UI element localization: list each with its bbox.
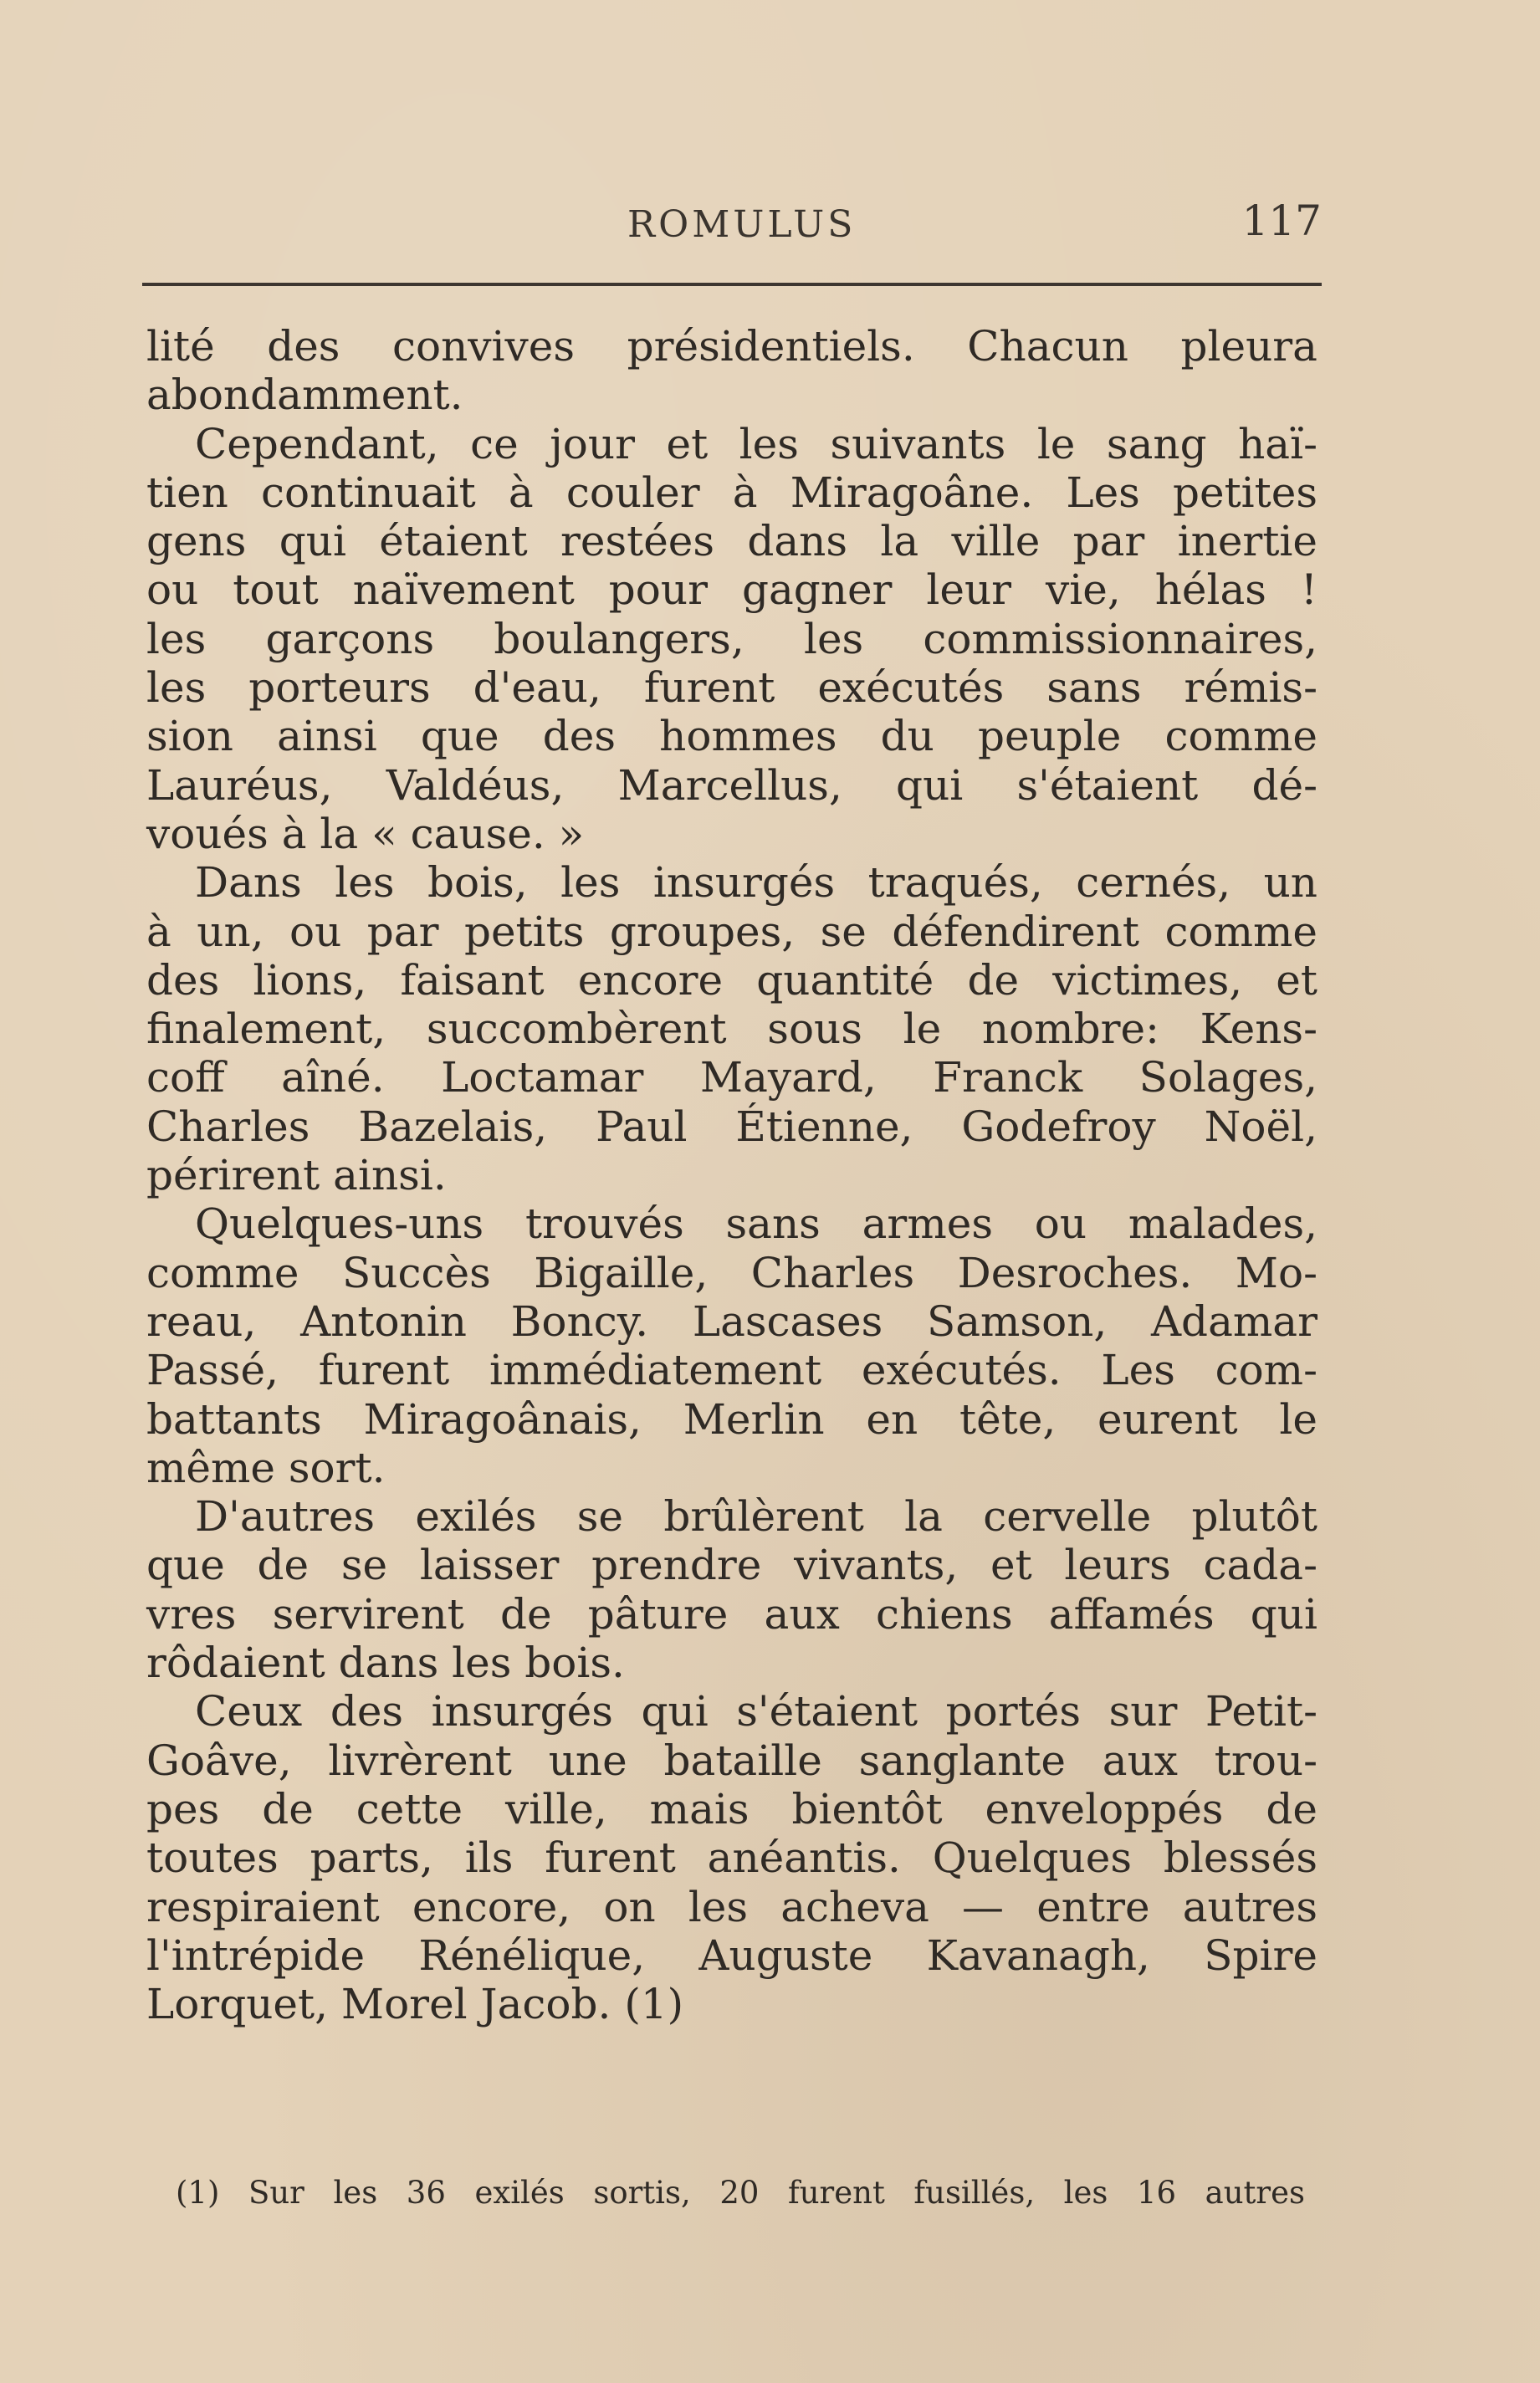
text-line: abondamment. [146, 371, 463, 420]
text-line: voués à la « cause. » [146, 809, 585, 858]
text-line: des lions, faisant encore quantité de victimes, et [146, 955, 1317, 1005]
text-line: toutes parts, ils furent anéantis. Quelques blessés [146, 1833, 1317, 1883]
text-line: sion ainsi que des hommes du peuple comme [146, 712, 1317, 761]
text-line: coff aîné. Loctamar Mayard, Franck Solages, [146, 1053, 1317, 1102]
text-line: D'autres exilés se brûlèrent la cervelle plutôt [195, 1492, 1317, 1542]
text-line: finalement, succombèrent sous le nombre: Kens- [146, 1005, 1317, 1054]
text-line: Lauréus, Valdéus, Marcellus, qui s'étaient dé- [146, 760, 1317, 810]
text-line: Quelques-uns trouvés sans armes ou malades, [195, 1199, 1317, 1249]
text-line: l'intrépide Rénélique, Auguste Kavanagh, Spire [146, 1930, 1317, 1980]
page-number: 117 [1241, 197, 1322, 245]
text-line: ou tout naïvement pour gagner leur vie, hélas ! [146, 565, 1317, 615]
text-line: rôdaient dans les bois. [146, 1639, 625, 1688]
text-line: pes de cette ville, mais bientôt enveloppés de [146, 1784, 1317, 1833]
text-line: vres servirent de pâture aux chiens affamés qui [146, 1589, 1317, 1639]
text-line: les garçons boulangers, les commissionnaires, [146, 614, 1317, 663]
text-line: même sort. [146, 1443, 386, 1492]
page-header [151, 197, 1322, 255]
text-line: tien continuait à couler à Miragoâne. Les petites [146, 468, 1317, 517]
text-line: périrent ainsi. [146, 1151, 447, 1200]
text-line: Goâve, livrèrent une bataille sanglante aux trou- [146, 1736, 1317, 1785]
text-line: Charles Bazelais, Paul Étienne, Godefroy Noël, [146, 1102, 1317, 1151]
text-line: les porteurs d'eau, furent exécutés sans rémis- [146, 663, 1317, 713]
text-line: Ceux des insurgés qui s'étaient portés sur Petit- [195, 1687, 1317, 1736]
text-line: Dans les bois, les insurgés traqués, cernés, un [195, 858, 1317, 908]
text-line: à un, ou par petits groupes, se défendirent comme [146, 907, 1317, 956]
running-title: ROMULUS [627, 203, 857, 246]
text-line: que de se laisser prendre vivants, et leurs cada- [146, 1541, 1317, 1590]
text-line: lité des convives présidentiels. Chacun pleura [146, 322, 1317, 371]
body-text [146, 322, 1317, 2028]
text-line: respiraient encore, on les acheva — entre autres [146, 1882, 1317, 1931]
text-line: Lorquet, Morel Jacob. (1) [146, 1980, 684, 2029]
text-line: comme Succès Bigaille, Charles Desroches. Mo- [146, 1248, 1317, 1297]
text-line: battants Miragoânais, Merlin en tête, eurent le [146, 1394, 1317, 1444]
text-line: reau, Antonin Boncy. Lascases Samson, Adamar [146, 1296, 1317, 1346]
footnote: (1) Sur les 36 exilés sortis, 20 furent fusillés, les 16 autres [176, 2175, 1305, 2211]
header-rule [142, 283, 1322, 286]
text-line: gens qui étaient restées dans la ville par inertie [146, 517, 1317, 566]
text-line: Passé, furent immédiatement exécutés. Les com- [146, 1346, 1317, 1395]
text-line: Cependant, ce jour et les suivants le sang haï- [195, 419, 1317, 468]
